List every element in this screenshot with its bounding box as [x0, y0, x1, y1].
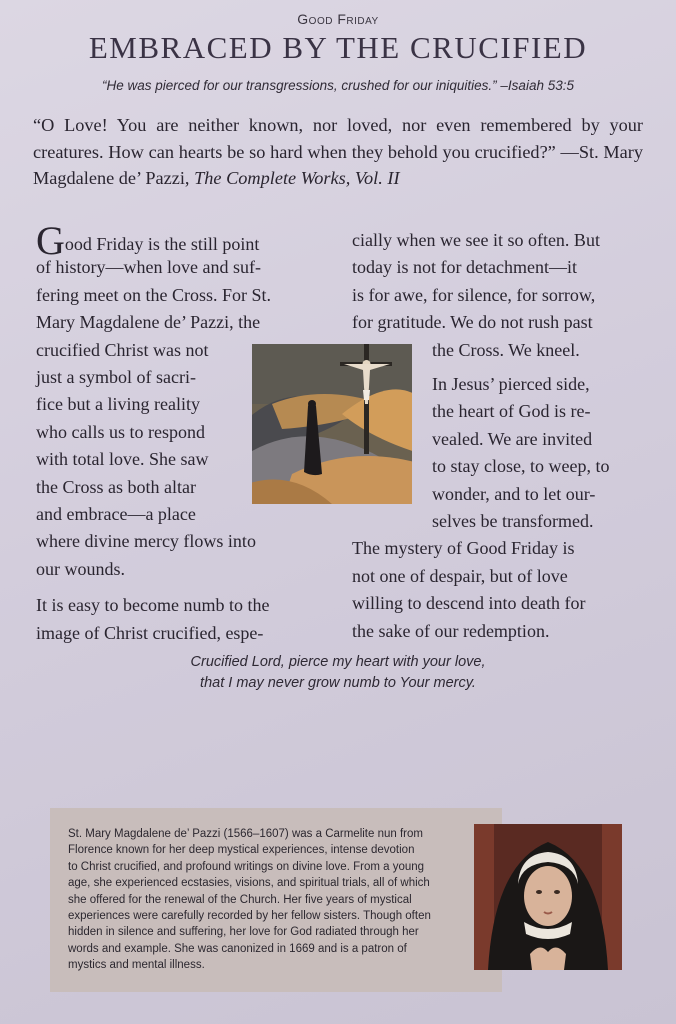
- body-line: fice but a living reality: [36, 394, 200, 415]
- drop-cap: G: [36, 218, 65, 263]
- page-title: EMBRACED BY THE CRUCIFIED: [88, 30, 588, 65]
- body-line: cially when we see it so often. But: [352, 230, 600, 250]
- prayer-line: Crucified Lord, pierce my heart with your love,: [190, 654, 486, 670]
- bio-text: St. Mary Magdalene de’ Pazzi (1566–1607) was a Carmelite nun from Florence known for her deep mystical experiences, intense devotion to Christ crucified, and profound writings on divine love. From a young age, she experienced ecstasies, visions, and spiritual trials, all of which she offered for the renewal of the Church. Her five years of mystical experiences were carefully recorded by her fellow sisters. Though often hidden in silence and suffering, her love for God radiated through her words and example. She was canonized in 1669 and is a patron of mystics and mental illness.: [68, 828, 431, 972]
- body-line: It is easy to become numb to the: [36, 595, 270, 616]
- body-line: the sake of our redemption.: [352, 620, 550, 641]
- body-line: willing to descend into death for: [352, 593, 586, 614]
- body-line: of history—when love and suf-: [36, 257, 261, 278]
- body-line: today is not for detachment—it: [352, 257, 577, 278]
- body-line: to stay close, to weep, to: [432, 456, 610, 477]
- body-line: image of Christ crucified, espe-: [36, 622, 264, 643]
- body-line: with total love. She saw: [36, 449, 209, 470]
- quote-text: “O Love! You are neither known, nor loved, nor even remembered by your creatures. How can hearts be so hard when they behold you crucified?” —St. Mary Magdalene de’ Pazzi,: [33, 115, 643, 188]
- section-kicker: Good Friday: [297, 11, 379, 27]
- body-line: for gratitude. We do not rush past: [352, 312, 593, 333]
- body-line: In Jesus’ pierced side,: [432, 374, 590, 395]
- body-line: selves be transformed.: [432, 511, 594, 532]
- body-line: Mary Magdalene de’ Pazzi, the: [36, 312, 261, 333]
- scripture-epigraph: “He was pierced for our transgressions, crushed for our iniquities.” –Isaiah 53:5: [102, 78, 574, 93]
- body-line: the heart of God is re-: [432, 401, 591, 422]
- closing-prayer: [0, 652, 676, 694]
- body-line: vealed. We are invited: [432, 428, 593, 449]
- body-line: fering meet on the Cross. For St.: [36, 284, 271, 305]
- body-line: who calls us to respond: [36, 421, 205, 442]
- body-line: wonder, and to let our-: [432, 483, 596, 504]
- body-line: The mystery of Good Friday is: [352, 538, 575, 559]
- body-line: and embrace—a place: [36, 504, 196, 525]
- saint-portrait-image: [474, 824, 622, 970]
- quote-source: The Complete Works, Vol. II: [194, 168, 400, 188]
- body-line: the Cross as both altar: [36, 476, 196, 497]
- body-line: the Cross. We kneel.: [432, 339, 580, 360]
- body-line: crucified Christ was not: [36, 339, 209, 360]
- body-line: where divine mercy flows into: [36, 531, 256, 552]
- first-line: Good Friday is the still point: [36, 218, 260, 263]
- body-line: just a symbol of sacri-: [36, 367, 196, 388]
- body-line: is for awe, for silence, for sorrow,: [352, 284, 596, 305]
- body-line: not one of despair, but of love: [352, 565, 568, 586]
- body-line: our wounds.: [36, 558, 125, 579]
- crucifix-painting-image: [252, 344, 412, 504]
- opening-quote: [33, 112, 643, 192]
- prayer-line: that I may never grow numb to Your mercy.: [200, 675, 476, 691]
